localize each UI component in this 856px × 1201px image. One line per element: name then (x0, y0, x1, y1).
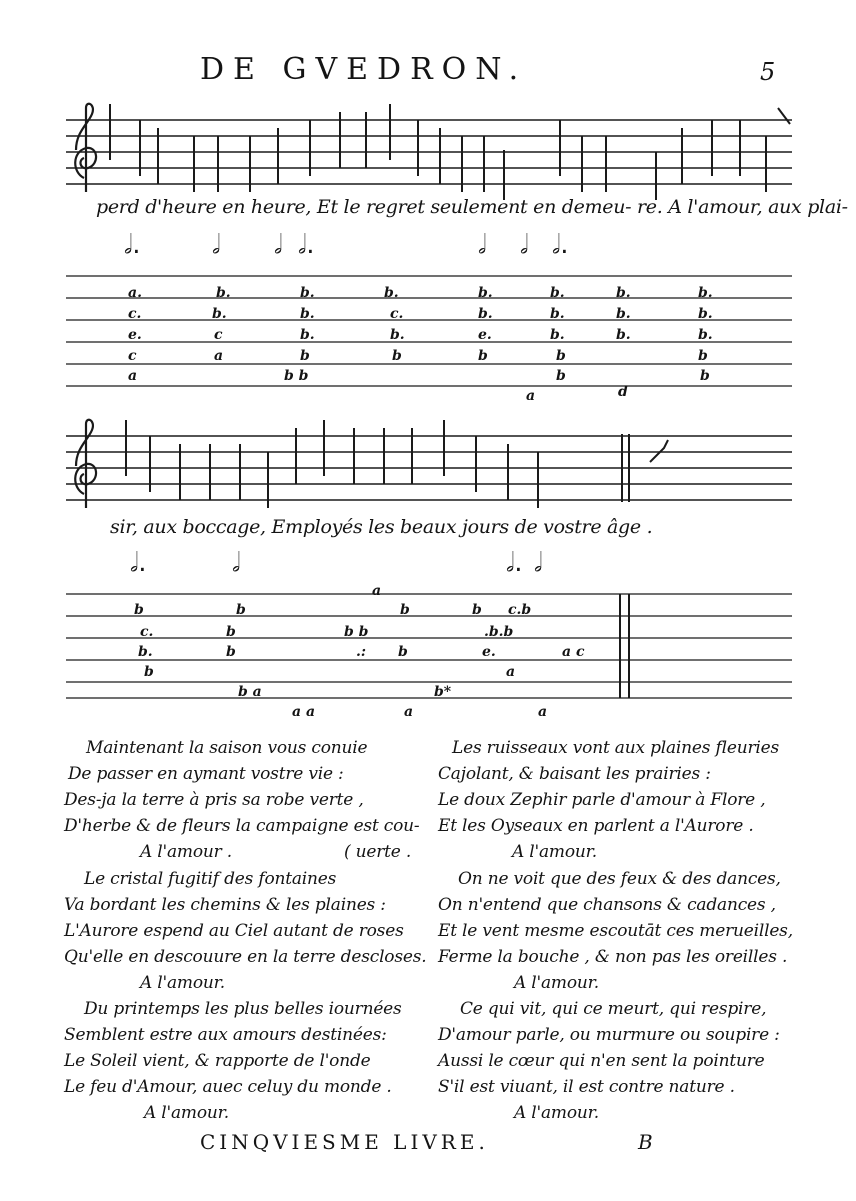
tab-letter: b. (550, 285, 565, 301)
tab-letter: b. (216, 285, 231, 301)
refrain: A l'amour. (514, 1103, 599, 1123)
verse-line: ( uerte . (344, 842, 412, 862)
verse-line: L'Aurore espend au Ciel autant de roses (64, 921, 404, 941)
tab-letter: a a (292, 704, 316, 720)
tab-letter: b* (434, 684, 452, 700)
tab-letter: b. (616, 285, 631, 301)
tab-letter: b. (698, 306, 713, 322)
tab-letter: a (404, 704, 414, 720)
page-number: 5 (760, 58, 776, 86)
treble-clef-icon (75, 104, 96, 192)
tab-letter: e. (478, 327, 492, 343)
tab-letter: b (226, 624, 236, 640)
tab-letter: b (556, 368, 566, 384)
book-footer: CINQVIESME LIVRE. (200, 1130, 489, 1154)
rhythm-flag: 𝅗𝅥. (130, 548, 147, 578)
tab-letter: b. (698, 327, 713, 343)
tab-letter: b (478, 348, 488, 364)
refrain: A l'amour. (140, 973, 225, 993)
tab-letter: b b (284, 368, 309, 384)
tab-letter: c. (140, 624, 154, 640)
tab-letter: a (526, 388, 536, 404)
refrain: A l'amour . (140, 842, 232, 862)
verse-line: Ce qui vit, qui ce meurt, qui respire, (460, 999, 767, 1019)
staff-1 (66, 120, 792, 184)
tab-letter: c (128, 348, 137, 364)
tab-letter: b (226, 644, 236, 660)
staff-2 (66, 434, 792, 502)
verse-line: Va bordant les chemins & les plaines : (64, 895, 386, 915)
tab-letter: b (700, 368, 710, 384)
tab-letter: .b.b (484, 624, 514, 640)
verse-line: De passer en aymant vostre vie : (68, 764, 344, 784)
tab-letter: b (698, 348, 708, 364)
verse-line: Cajolant, & baisant les prairies : (438, 764, 711, 784)
tab-letter: e. (482, 644, 496, 660)
refrain: A l'amour. (512, 842, 597, 862)
rhythm-flag: 𝅗𝅥 (232, 548, 241, 578)
tab-letter: a (128, 368, 138, 384)
verse-line: Du printemps les plus belles iournées (84, 999, 402, 1019)
tab-letter: b (392, 348, 402, 364)
rhythm-flag: 𝅗𝅥 (478, 230, 487, 260)
tab-letter: b. (212, 306, 227, 322)
rhythm-flag: 𝅗𝅥. (124, 230, 141, 260)
lyric-line-2: sir, aux boccage, Employés les beaux jours de vostre âge . (110, 516, 653, 538)
treble-clef-icon (75, 420, 96, 508)
verse-line: Et le vent mesme escoutāt ces merueilles, (438, 921, 793, 941)
tab-staff-2 (66, 594, 792, 698)
tab-letter: b (236, 602, 246, 618)
tab-letter: a (506, 664, 516, 680)
tab-letter: c (214, 327, 223, 343)
rhythm-flag: 𝅗𝅥 (520, 230, 529, 260)
tab-letter: c. (128, 306, 142, 322)
verse-line: Aussi le cœur qui n'en sent la pointure (438, 1051, 765, 1071)
verse-line: S'il est viuant, il est contre nature . (438, 1077, 735, 1097)
tab-letter: b (300, 348, 310, 364)
tab-letter: b. (698, 285, 713, 301)
tab-letter: a (372, 583, 382, 599)
verse-line: Le Soleil vient, & rapporte de l'onde (64, 1051, 371, 1071)
rhythm-flag: 𝅗𝅥. (506, 548, 523, 578)
tab-letter: c. (390, 306, 404, 322)
rhythm-flag: 𝅗𝅥 (212, 230, 221, 260)
tab-letter: .: (356, 644, 367, 660)
tab-letter: b (134, 602, 144, 618)
tab-letter: b. (550, 327, 565, 343)
verse-line: Maintenant la saison vous conuie (86, 738, 368, 758)
tab-letter: b. (300, 327, 315, 343)
tab-letter: b (398, 644, 408, 660)
tab-letter: b. (478, 306, 493, 322)
tab-letter: b. (138, 644, 153, 660)
tab-staff-1 (66, 276, 792, 386)
tab-letter: b. (300, 306, 315, 322)
tab-letter: d (618, 384, 628, 400)
verse-line: Le doux Zephir parle d'amour à Flore , (438, 790, 766, 810)
verse-line: Le cristal fugitif des fontaines (84, 869, 337, 889)
verse-line: Semblent estre aux amours destinées: (64, 1025, 387, 1045)
rhythm-flag: 𝅗𝅥 (274, 230, 283, 260)
verse-line: Et les Oyseaux en parlent a l'Aurore . (438, 816, 754, 836)
tab-letter: b (144, 664, 154, 680)
tab-letter: a c (562, 644, 585, 660)
tab-letter: a (214, 348, 224, 364)
refrain: A l'amour. (514, 973, 599, 993)
tab-letter: e. (128, 327, 142, 343)
lyric-line-1: perd d'heure en heure, Et le regret seulement en demeu- re. A l'amour, aux plai- (96, 196, 848, 218)
verse-line: D'amour parle, ou murmure ou soupire : (438, 1025, 780, 1045)
tab-letter: a (538, 704, 548, 720)
tab-letter: b. (478, 285, 493, 301)
rhythm-flag: 𝅗𝅥. (298, 230, 315, 260)
rhythm-flag: 𝅗𝅥 (534, 548, 543, 578)
verse-line: On ne voit que des feux & des dances, (458, 869, 781, 889)
tab-letter: b. (384, 285, 399, 301)
tab-letter: b. (390, 327, 405, 343)
tab-letter: b. (550, 306, 565, 322)
tab-letter: a. (128, 285, 142, 301)
verse-line: On n'entend que chansons & cadances , (438, 895, 776, 915)
tab-letter: c.b (508, 602, 532, 618)
tab-letter: b a (238, 684, 262, 700)
tab-letter: b b (344, 624, 369, 640)
verse-line: Ferme la bouche , & non pas les oreilles . (438, 947, 788, 967)
verse-line: Le feu d'Amour, auec celuy du monde . (64, 1077, 392, 1097)
tab-letter: b (556, 348, 566, 364)
staff-2-notes (126, 420, 668, 508)
rhythm-flag: 𝅗𝅥. (552, 230, 569, 260)
tab-letter: b (400, 602, 410, 618)
tab-letter: b. (300, 285, 315, 301)
tab-letter: b. (616, 327, 631, 343)
running-title: DE GVEDRON. (200, 52, 528, 87)
signature-mark: B (638, 1130, 653, 1154)
tab-letter: b. (616, 306, 631, 322)
verse-line: Des-ja la terre à pris sa robe verte , (64, 790, 364, 810)
refrain: A l'amour. (144, 1103, 229, 1123)
verse-line: Qu'elle en descouure en la terre descloses. (64, 947, 427, 967)
verse-line: Les ruisseaux vont aux plaines fleuries (452, 738, 779, 758)
tab-letter: b (472, 602, 482, 618)
verse-line: D'herbe & de fleurs la campaigne est cou- (64, 816, 420, 836)
